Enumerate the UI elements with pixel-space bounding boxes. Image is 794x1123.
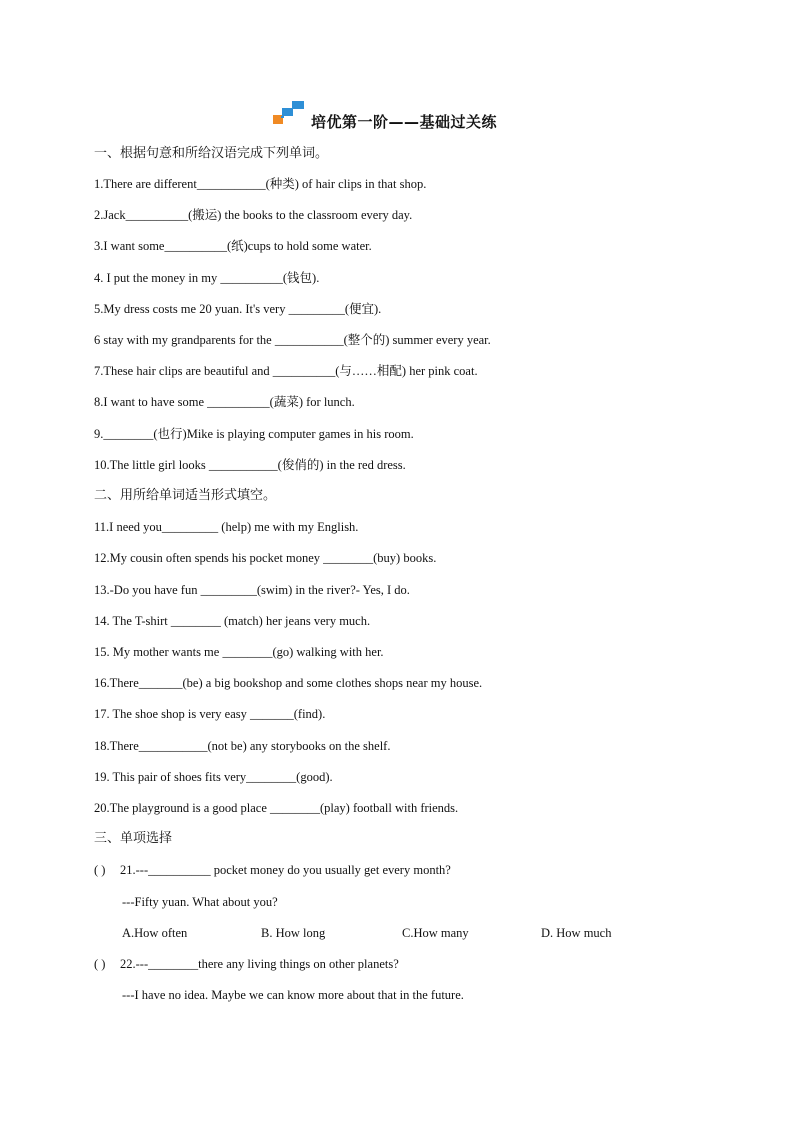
question-17: 17. The shoe shop is very easy _______(find).	[94, 707, 326, 721]
question-4: 4. I put the money in my __________(钱包).	[94, 271, 320, 285]
title-row	[0, 99, 794, 133]
section-2-heading: 二、用所给单词适当形式填空。	[94, 488, 277, 503]
question-3: 3.I want some__________(纸)cups to hold some water.	[94, 239, 372, 253]
question-2: 2.Jack__________(搬运) the books to the classroom every day.	[94, 208, 413, 222]
question-22: 22.---________there any living things on other planets?	[120, 957, 399, 971]
question-22-response: ---I have no idea. Maybe we can know more about that in the future.	[122, 988, 464, 1002]
question-1: 1.There are different___________(种类) of hair clips in that shop.	[94, 177, 427, 191]
option-d: D. How much	[541, 926, 612, 940]
question-9: 9.________(也行)Mike is playing computer games in his room.	[94, 427, 414, 441]
section-1-heading: 一、根据句意和所给汉语完成下列单词。	[94, 146, 329, 161]
question-13: 13.-Do you have fun _________(swim) in the river?- Yes, I do.	[94, 583, 410, 597]
question-11: 11.I need you_________ (help) me with my English.	[94, 520, 359, 534]
question-21: 21.---__________ pocket money do you usually get every month?	[120, 863, 451, 877]
question-10: 10.The little girl looks ___________(俊俏的) in the red dress.	[94, 458, 406, 472]
question-18: 18.There___________(not be) any storybooks on the shelf.	[94, 739, 391, 753]
question-19: 19. This pair of shoes fits very________(good).	[94, 770, 333, 784]
question-15: 15. My mother wants me ________(go) walking with her.	[94, 645, 384, 659]
question-5: 5.My dress costs me 20 yuan. It's very _________(便宜).	[94, 302, 382, 316]
question-6: 6 stay with my grandparents for the ___________(整个的) summer every year.	[94, 333, 491, 347]
option-a: A.How often	[122, 926, 188, 940]
question-14: 14. The T-shirt ________ (match) her jeans very much.	[94, 614, 371, 628]
answer-paren-22: ( )	[94, 957, 106, 971]
section-3-heading: 三、单项选择	[94, 831, 173, 846]
question-12: 12.My cousin often spends his pocket money ________(buy) books.	[94, 551, 437, 565]
question-8: 8.I want to have some __________(蔬菜) for lunch.	[94, 395, 355, 409]
question-20: 20.The playground is a good place ________(play) football with friends.	[94, 801, 459, 815]
option-b: B. How long	[261, 926, 326, 940]
option-c: C.How many	[402, 926, 469, 940]
question-16: 16.There_______(be) a big bookshop and some clothes shops near my house.	[94, 676, 483, 690]
answer-paren-21: ( )	[94, 863, 106, 877]
stairs-logo-icon	[273, 99, 311, 127]
page-title: 培优第一阶——基础过关练	[311, 113, 498, 131]
question-7: 7.These hair clips are beautiful and __________(与……相配) her pink coat.	[94, 364, 478, 378]
question-21-response: ---Fifty yuan. What about you?	[122, 895, 278, 909]
